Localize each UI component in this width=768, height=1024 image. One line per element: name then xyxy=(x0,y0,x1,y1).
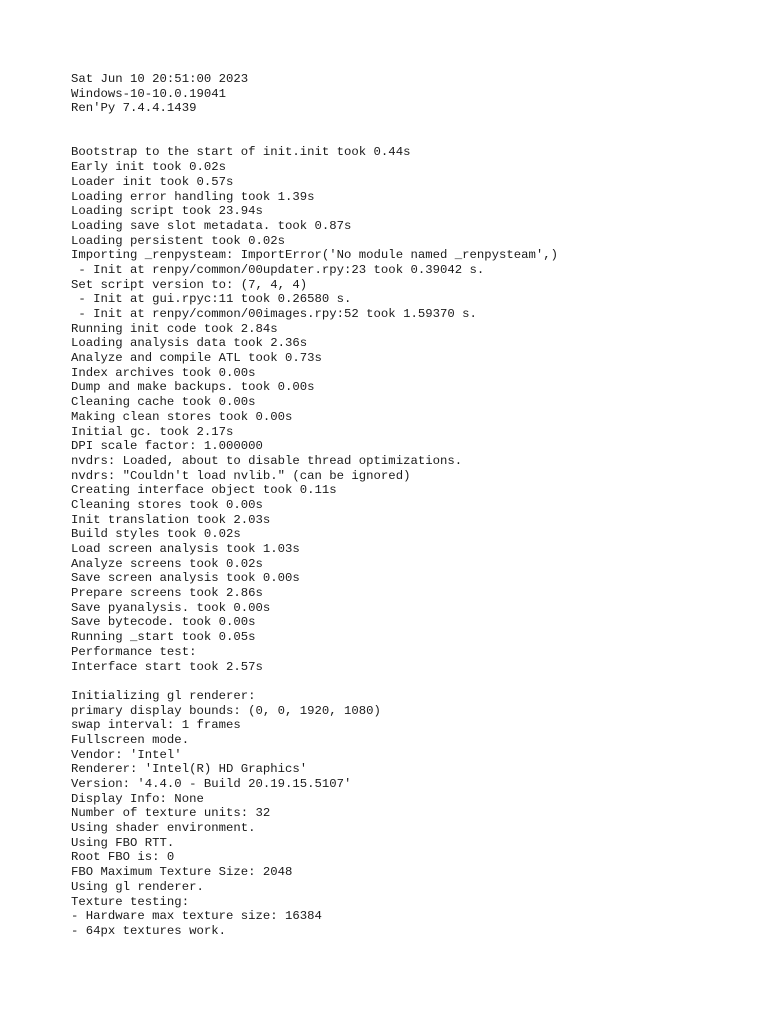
header-line: Ren'Py 7.4.4.1439 xyxy=(71,101,197,116)
renderer-log-line: FBO Maximum Texture Size: 2048 xyxy=(71,865,293,880)
init-log-line: Save screen analysis took 0.00s xyxy=(71,571,300,586)
init-log-line: Loading persistent took 0.02s xyxy=(71,233,286,248)
init-log-line: - Init at gui.rpyc:11 took 0.26580 s. xyxy=(71,292,352,307)
init-log-line: Loading script took 23.94s xyxy=(71,204,263,219)
init-log-line: Initial gc. took 2.17s xyxy=(71,424,234,439)
renderer-log-line: Using FBO RTT. xyxy=(71,835,175,850)
log-document xyxy=(71,72,751,939)
init-log-line: Dump and make backups. took 0.00s xyxy=(71,380,315,395)
log-header xyxy=(71,72,751,116)
init-log-line: Save bytecode. took 0.00s xyxy=(71,615,256,630)
init-log-line: DPI scale factor: 1.000000 xyxy=(71,439,263,454)
init-log-line: Set script version to: (7, 4, 4) xyxy=(71,277,308,292)
init-log-line: Running _start took 0.05s xyxy=(71,630,256,645)
header-line: Windows-10-10.0.19041 xyxy=(71,86,226,101)
init-log-line: - Init at renpy/common/00updater.rpy:23 took 0.39042 s. xyxy=(71,262,485,277)
init-log-line: Importing _renpysteam: ImportError('No module named _renpysteam',) xyxy=(71,248,559,263)
init-log-line: Build styles took 0.02s xyxy=(71,527,241,542)
renderer-log-line: Display Info: None xyxy=(71,791,204,806)
init-log-line: nvdrs: "Couldn't load nvlib." (can be ignored) xyxy=(71,468,411,483)
init-log-line: Loading save slot metadata. took 0.87s xyxy=(71,218,352,233)
init-log-line: Analyze and compile ATL took 0.73s xyxy=(71,351,322,366)
init-log-line: Loading error handling took 1.39s xyxy=(71,189,315,204)
init-log-line: Save pyanalysis. took 0.00s xyxy=(71,600,271,615)
renderer-log-line: Vendor: 'Intel' xyxy=(71,747,182,762)
renderer-log-line: primary display bounds: (0, 0, 1920, 1080) xyxy=(71,703,381,718)
init-log-line: Performance test: xyxy=(71,644,197,659)
renderer-log-line: - 64px textures work. xyxy=(71,923,226,938)
header-line: Sat Jun 10 20:51:00 2023 xyxy=(71,72,249,86)
init-log-line: Creating interface object took 0.11s xyxy=(71,483,337,498)
init-log-line: Early init took 0.02s xyxy=(71,160,226,175)
renderer-log xyxy=(71,689,751,939)
init-log-line: Interface start took 2.57s xyxy=(71,659,263,674)
init-log-line: Prepare screens took 2.86s xyxy=(71,586,263,601)
init-log-line: Running init code took 2.84s xyxy=(71,321,278,336)
renderer-log-line: Using gl renderer. xyxy=(71,879,204,894)
renderer-log-line: Renderer: 'Intel(R) HD Graphics' xyxy=(71,762,308,777)
init-log-line: Loading analysis data took 2.36s xyxy=(71,336,308,351)
renderer-log-line: Using shader environment. xyxy=(71,821,256,836)
init-log-line: Cleaning cache took 0.00s xyxy=(71,395,256,410)
renderer-log-line: Number of texture units: 32 xyxy=(71,806,271,821)
init-log-line: Bootstrap to the start of init.init took 0.44s xyxy=(71,145,411,160)
renderer-log-line: Fullscreen mode. xyxy=(71,732,190,747)
renderer-log-line: Initializing gl renderer: xyxy=(71,688,256,703)
init-log-line: - Init at renpy/common/00images.rpy:52 took 1.59370 s. xyxy=(71,307,477,322)
init-log-line: Load screen analysis took 1.03s xyxy=(71,542,300,557)
init-log-line: Init translation took 2.03s xyxy=(71,512,271,527)
renderer-log-line: Root FBO is: 0 xyxy=(71,850,175,865)
init-log-line: Making clean stores took 0.00s xyxy=(71,409,293,424)
init-log-line: Cleaning stores took 0.00s xyxy=(71,497,263,512)
init-log xyxy=(71,145,751,674)
init-log-line: nvdrs: Loaded, about to disable thread optimizations. xyxy=(71,453,463,468)
renderer-log-line: Texture testing: xyxy=(71,894,190,909)
init-log-line: Analyze screens took 0.02s xyxy=(71,556,263,571)
init-log-line: Index archives took 0.00s xyxy=(71,365,256,380)
renderer-log-line: - Hardware max texture size: 16384 xyxy=(71,909,322,924)
init-log-line: Loader init took 0.57s xyxy=(71,174,234,189)
renderer-log-line: Version: '4.4.0 - Build 20.19.15.5107' xyxy=(71,777,352,792)
renderer-log-line: swap interval: 1 frames xyxy=(71,718,241,733)
